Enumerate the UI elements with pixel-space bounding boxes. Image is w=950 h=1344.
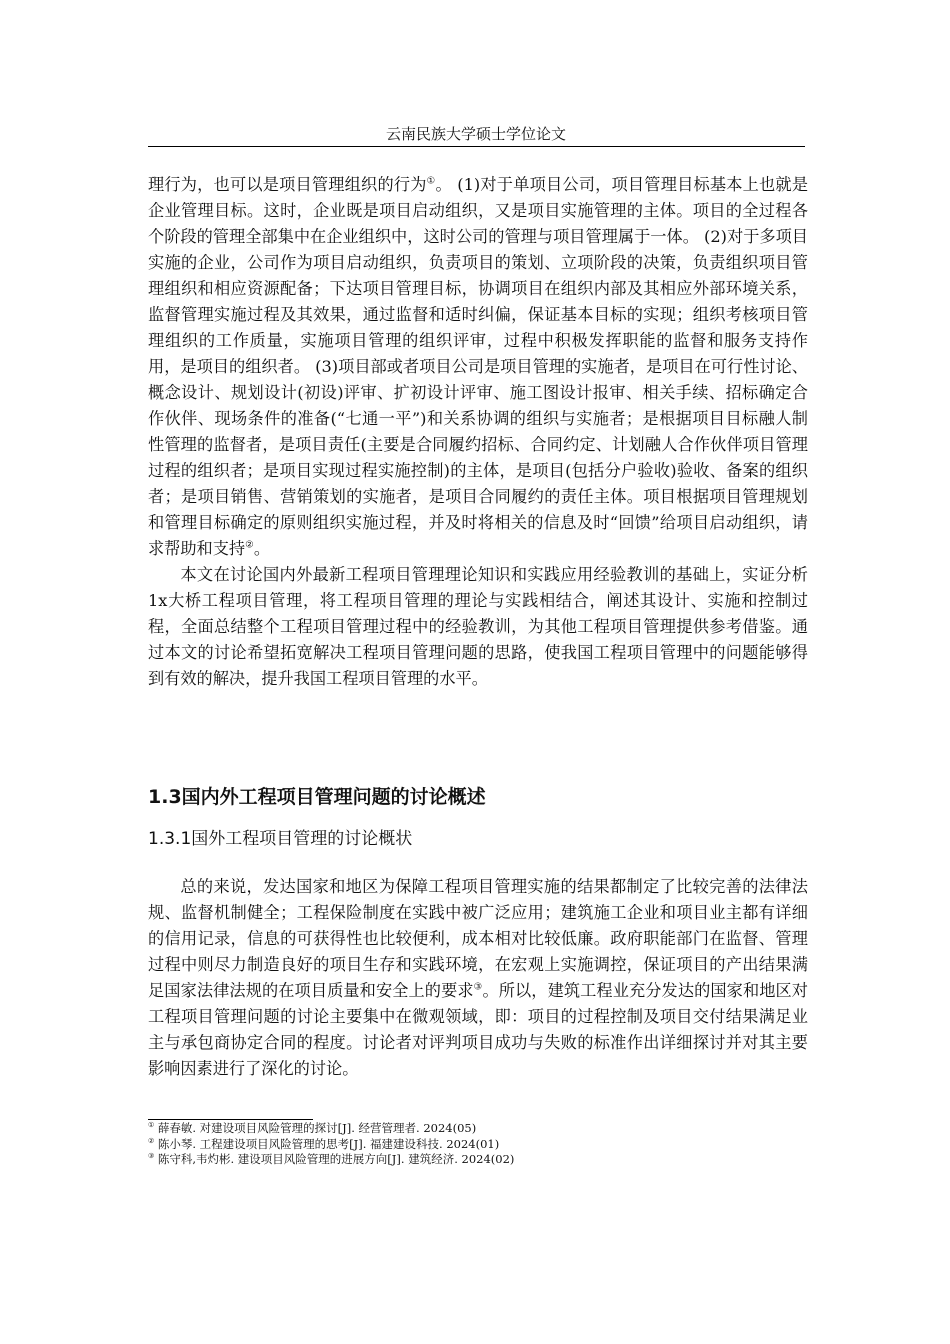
paragraph-1: 理行为，也可以是项目管理组织的行为①。 (1)对于单项目公司，项目管理目标基本上也就是企业管理目标。这时，企业既是项目启动组织，又是项目实施管理的主体。项目的全过程各个阶段的管理全部集中在企业组织中，这时公司的管理与项目管理属于一体。 (2)对于多项目实施的企业，公司作为项目启动组织，负责项目的策划、立项阶段的决策，负责组织项目管理组织和相应资源配备；下达项目管理目标，协调项目在组织内部及其相应外部环境关系，监督管理实施过程及其效果，通过监督和适时纠偏，保证基本目标的实现；组织考核项目管理组织的工作质量，实施项目管理的组织评审，过程中积极发挥职能的监督和服务支持作用，是项目的组织者。 (3)项目部或者项目公司是项目管理的实施者，是项目在可行性讨论、概念设计、规划设计(初设)评审、扩初设计评审、施工图设计报审、相关手续、招标确定合作伙伴、现场条件的准备(“七通一平”)和关系协调的组织与实施者；是根据项目目标融人制性管理的监督者，是项目责任(主要是合同履约招标、合同约定、计划融人合作伙伴项目管理过程的组织者；是项目实现过程实施控制)的主体，是项目(包括分户验收)验收、备案的组织者；是项目销售、营销策划的实施者，是项目合同履约的责任主体。项目根据项目管理规划和管理目标确定的原则组织实施过程，并及时将相关的信息及时“回馈”给项目启动组织，请求帮助和支持②。 (148, 175, 809, 558)
footnote-1: ① 薛春敏. 对建设项目风险管理的探讨[J]. 经营管理者. 2024(05) (148, 1121, 477, 1135)
footnote-ref-1[interactable]: ① (426, 175, 436, 187)
section-heading: 1.3国内外工程项目管理问题的讨论概述 (148, 786, 486, 808)
header-rule (148, 146, 805, 147)
footnote-3: ③ 陈守科,韦灼彬. 建设项目风险管理的进展方向[J]. 建筑经济. 2024(02) (148, 1152, 515, 1166)
subsection-heading: 1.3.1国外工程项目管理的讨论概状 (148, 829, 413, 849)
footnote-ref-3[interactable]: ③ (473, 981, 483, 993)
running-header: 云南民族大学硕士学位论文 (385, 125, 566, 143)
paragraph-2: 本文在讨论国内外最新工程项目管理理论知识和实践应用经验教训的基础上，实证分析1x大桥工程项目管理，将工程项目管理的理论与实践相结合，阐述其设计、实施和控制过程，全面总结整个工程项目管理过程中的经验教训，为其他工程项目管理提供参考借鉴。通过本文的讨论希望拓宽解决工程项目管理问题的思路，使我国工程项目管理中的问题能够得到有效的解决，提升我国工程项目管理的水平。 (148, 565, 808, 688)
footnote-ref-2[interactable]: ② (245, 539, 254, 551)
main-text (148, 172, 808, 692)
paragraph-3: 总的来说，发达国家和地区为保障工程项目管理实施的结果都制定了比较完善的法律法规、监督机制健全；工程保险制度在实践中被广泛应用；建筑施工企业和项目业主都有详细的信用记录，信息的可获得性也比较便利，成本相对比较低廉。政府职能部门在监督、管理过程中则尽力制造良好的项目生存和实践环境，在宏观上实施调控，保证项目的产出结果满足国家法律法规的在项目质量和安全上的要求③。所以，建筑工程业充分发达的国家和地区对工程项目管理问题的讨论主要集中在微观领域，即：项目的过程控制及项目交付结果满足业主与承包商协定合同的程度。讨论者对评判项目成功与失败的标准作出详细探讨并对其主要影响因素进行了深化的讨论。 (148, 877, 808, 1079)
footnote-2: ② 陈小琴. 工程建设项目风险管理的思考[J]. 福建建设科技. 2024(01) (148, 1136, 500, 1151)
section-text (148, 858, 808, 1098)
footnotes (148, 1121, 808, 1168)
footnote-rule (148, 1119, 313, 1120)
